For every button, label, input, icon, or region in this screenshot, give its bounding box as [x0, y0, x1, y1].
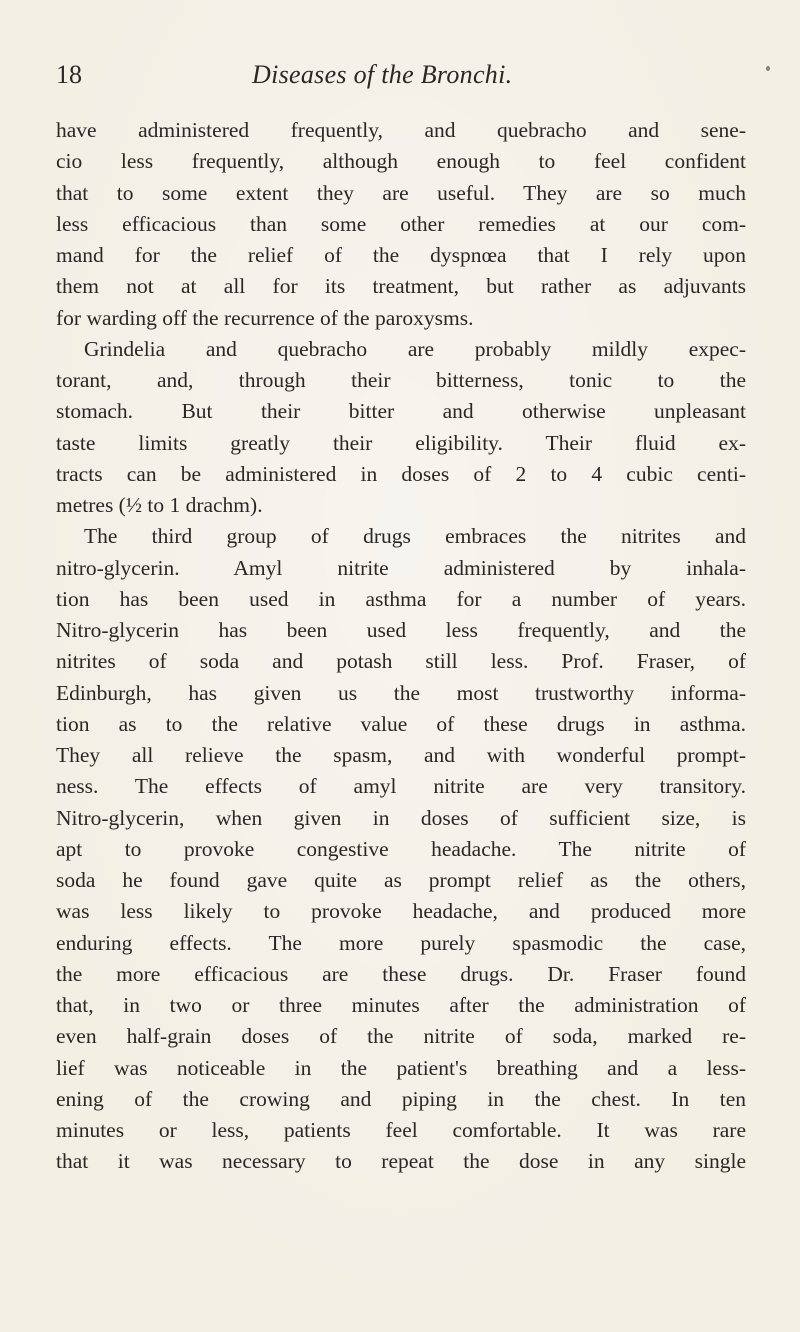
text-line: that, in two or three minutes after the administration of: [56, 993, 746, 1017]
text-line: mand for the relief of the dyspnœa that I rely upon: [56, 243, 746, 267]
text-line: minutes or less, patients feel comfortable. It was rare: [56, 1118, 746, 1142]
text-line: cio less frequently, although enough to feel confident: [56, 149, 746, 174]
text-line: less efficacious than some other remedies at our com-: [56, 211, 746, 236]
text-line: that to some extent they are useful. They are so much: [56, 180, 746, 205]
text-line: They all relieve the spasm, and with wonderful prompt-: [56, 743, 746, 767]
text-line: tracts can be administered in doses of 2 to 4 cubic centi-: [56, 461, 746, 486]
text-line: the more efficacious are these drugs. Dr. Fraser found: [56, 961, 746, 986]
running-title: Diseases of the Bronchi.: [252, 60, 513, 89]
text-line: torant, and, through their bitterness, tonic to the: [56, 368, 746, 392]
text-line: nitro-glycerin. Amyl nitrite administered by inhala-: [56, 555, 746, 580]
text-line: enduring effects. The more purely spasmodic the case,: [56, 930, 746, 955]
text-line: lief was noticeable in the patient's breathing and a less-: [56, 1055, 746, 1080]
text-line: Nitro-glycerin, when given in doses of sufficient size, is: [56, 805, 746, 830]
text-line: nitrites of soda and potash still less. Prof. Fraser, of: [56, 649, 746, 674]
text-line: have administered frequently, and quebracho and sene-: [56, 118, 746, 142]
text-line: The third group of drugs embraces the nitrites and: [84, 524, 746, 549]
ink-speck: [766, 66, 770, 71]
text-line: tion as to the relative value of these drugs in asthma.: [56, 711, 746, 736]
text-line: them not at all for its treatment, but rather as adjuvants: [56, 274, 746, 299]
text-line: apt to provoke congestive headache. The nitrite of: [56, 836, 746, 861]
text-line: Nitro-glycerin has been used less frequently, and the: [56, 618, 746, 642]
text-line: ening of the crowing and piping in the chest. In ten: [56, 1086, 746, 1111]
text-line: was less likely to provoke headache, and produced more: [56, 899, 746, 924]
text-line: taste limits greatly their eligibility. Their fluid ex-: [56, 430, 746, 455]
text-line: for warding off the recurrence of the paroxysms.: [56, 305, 474, 330]
text-line: Edinburgh, has given us the most trustworthy informa-: [56, 680, 746, 705]
page-number: 18: [56, 60, 82, 89]
body-text: [56, 115, 746, 1178]
text-line: stomach. But their bitter and otherwise unpleasant: [56, 399, 746, 424]
text-line: metres (½ to 1 drachm).: [56, 493, 263, 517]
text-line: soda he found gave quite as prompt relief as the others,: [56, 868, 746, 892]
text-line: Grindelia and quebracho are probably mildly expec-: [84, 336, 746, 361]
text-line: that it was necessary to repeat the dose in any single: [56, 1149, 746, 1174]
text-line: even half-grain doses of the nitrite of soda, marked re-: [56, 1024, 746, 1049]
text-line: ness. The effects of amyl nitrite are very transitory.: [56, 774, 746, 799]
page-header: [56, 60, 746, 100]
text-line: tion has been used in asthma for a number of years.: [56, 586, 746, 611]
